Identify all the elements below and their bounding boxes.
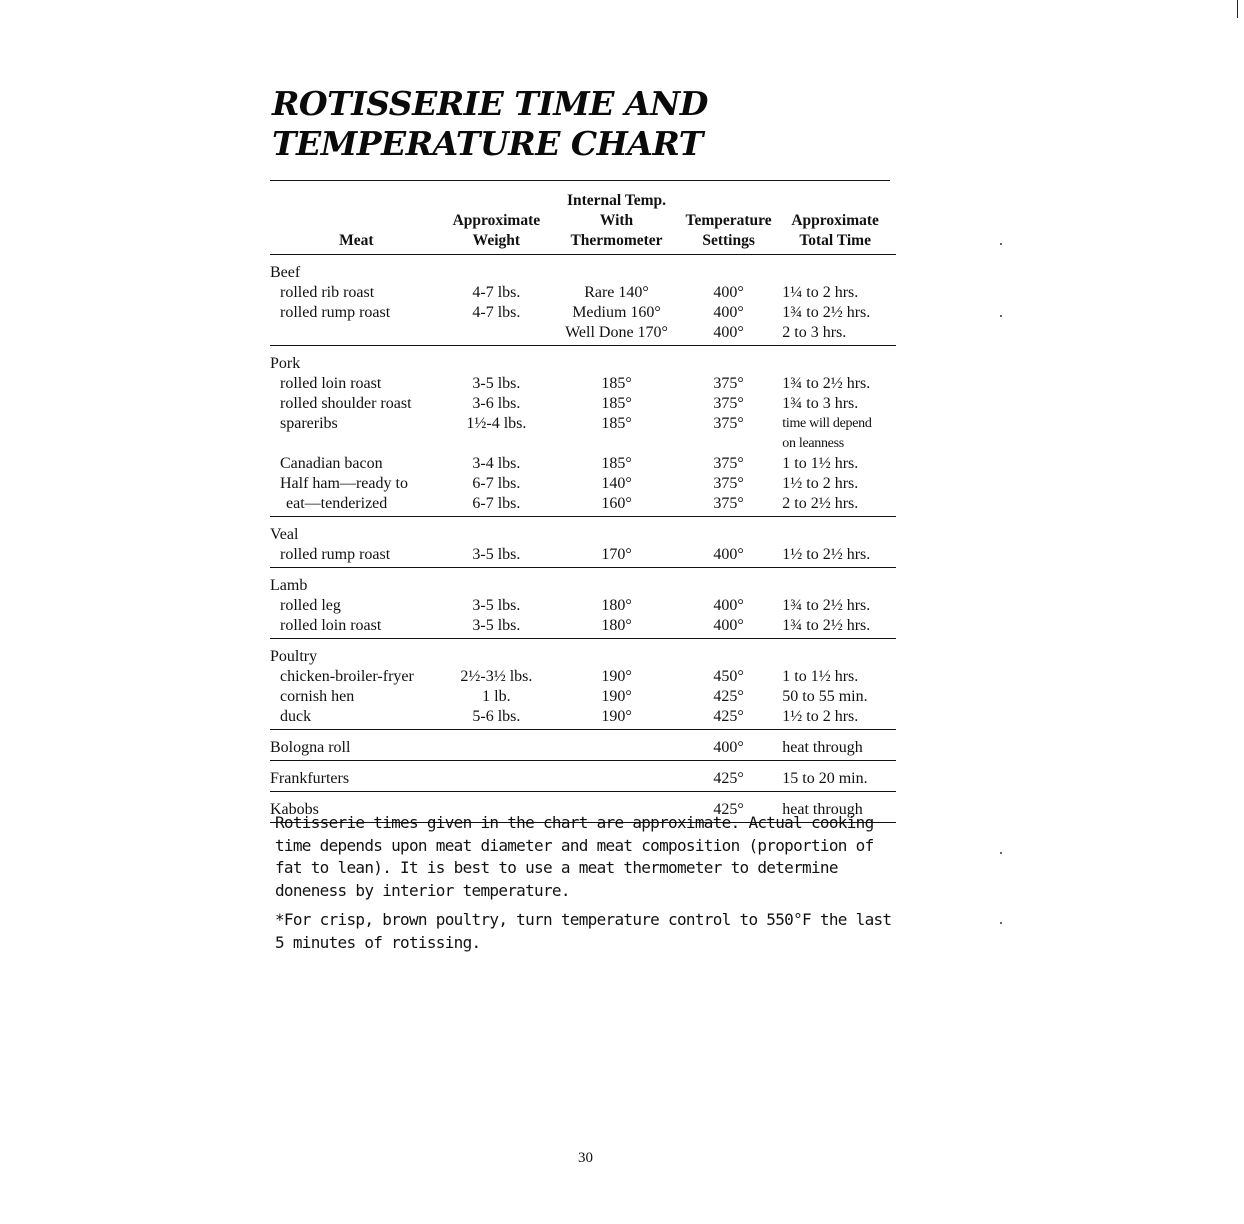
cell-temp: 185° <box>601 395 632 412</box>
cell-meat: rolled rump roast <box>280 304 391 321</box>
table-row <box>270 474 896 494</box>
table-row <box>270 374 896 394</box>
cell-time: 1 to 1½ hrs. <box>782 668 859 685</box>
scan-speck <box>1000 243 1002 245</box>
page-title <box>272 84 708 164</box>
table-row <box>270 414 896 434</box>
group-name-poultry: Poultry <box>270 648 318 665</box>
cell-setting: 425° <box>683 707 774 730</box>
cell-temp: Rare 140° <box>584 284 649 301</box>
title-line-2: TEMPERATURE CHART <box>272 124 703 163</box>
cell-weight: 3-5 lbs. <box>472 375 521 392</box>
header-temp-line-3: Thermometer <box>570 232 663 249</box>
table-row <box>270 494 896 517</box>
scan-speck <box>1000 922 1002 924</box>
chart-body <box>270 255 896 823</box>
table-row <box>270 323 896 346</box>
cell-setting: 400° <box>683 730 774 761</box>
cell-meat: duck <box>270 707 443 730</box>
cell-meat: rolled leg <box>280 597 341 614</box>
cell-setting: 425° <box>713 688 744 705</box>
cell-weight: 3-5 lbs. <box>472 597 521 614</box>
cell-meat <box>270 434 443 454</box>
cell-setting: 400° <box>713 304 744 321</box>
header-temp-line-2: With <box>599 212 634 229</box>
cell-time: on leanness <box>782 436 844 451</box>
cell-meat: chicken-broiler-fryer <box>280 668 414 685</box>
table-row <box>270 303 896 323</box>
table-row <box>270 667 896 687</box>
header-weight-line-2: Weight <box>472 232 521 249</box>
table-row <box>270 434 896 454</box>
cell-temp: 190° <box>550 707 683 730</box>
cell-time: heat through <box>774 792 896 823</box>
table-row <box>270 283 896 303</box>
cell-meat: Bologna roll <box>270 730 443 761</box>
cell-temp: 190° <box>601 688 632 705</box>
cell-setting: 375° <box>713 455 744 472</box>
table-row <box>270 730 896 761</box>
cell-temp: 185° <box>601 375 632 392</box>
cell-weight: 5-6 lbs. <box>443 707 550 730</box>
header-meat: Meat <box>339 232 374 249</box>
cell-time: 1½ to 2 hrs. <box>774 707 896 730</box>
page-number: 30 <box>578 1150 593 1166</box>
header-blank <box>270 211 443 231</box>
cell-time: 1¾ to 3 hrs. <box>782 395 859 412</box>
cell-setting: 375° <box>713 395 744 412</box>
cell-meat: rolled loin roast <box>270 616 443 639</box>
cell-weight <box>443 434 550 454</box>
cell-setting: 425° <box>683 792 774 823</box>
cell-weight: 6-7 lbs. <box>443 494 550 517</box>
cell-time: 1½ to 2½ hrs. <box>774 545 896 568</box>
cell-temp: 190° <box>601 668 632 685</box>
cell-setting: 450° <box>713 668 744 685</box>
cell-weight: 3-5 lbs. <box>443 545 550 568</box>
table-row <box>270 596 896 616</box>
cell-time: 2 to 2½ hrs. <box>774 494 896 517</box>
table-row <box>270 454 896 474</box>
cell-temp: 160° <box>550 494 683 517</box>
cell-meat: spareribs <box>280 415 338 432</box>
cell-temp: 140° <box>601 475 632 492</box>
header-blank <box>270 181 443 211</box>
header-temp-line-1: Internal Temp. <box>566 192 667 209</box>
group-name-lamb: Lamb <box>270 577 308 594</box>
table-row <box>270 545 896 568</box>
cell-meat: Canadian bacon <box>280 455 383 472</box>
cell-weight: 2½-3½ lbs. <box>460 668 533 685</box>
cell-meat: Frankfurters <box>270 761 443 792</box>
table-row <box>270 707 896 730</box>
poultry-footnote: *For crisp, brown poultry, turn temperature control to 550°F the last 5 minutes of rotissing. <box>275 910 892 952</box>
cell-temp <box>550 730 683 761</box>
cell-setting: 400° <box>713 284 744 301</box>
rotisserie-chart-table <box>270 181 896 823</box>
cell-time: 1¾ to 2½ hrs. <box>782 597 871 614</box>
cell-time: 1¼ to 2 hrs. <box>782 284 859 301</box>
header-blank <box>443 181 550 211</box>
note-paragraph: Rotisserie times given in the chart are approximate. Actual cooking time depends upon meat diameter and meat composition (proportion of fat to lean). It is best to use a meat thermometer to determine doneness by interior temperature. <box>275 813 874 900</box>
cell-time: heat through <box>774 730 896 761</box>
cell-meat: rolled loin roast <box>280 375 382 392</box>
cell-setting: 375° <box>713 475 744 492</box>
cell-weight <box>443 761 550 792</box>
group-name-beef: Beef <box>270 264 301 281</box>
cell-temp <box>550 434 683 454</box>
cell-weight: 1 lb. <box>482 688 511 705</box>
cell-setting: 375° <box>683 494 774 517</box>
cell-meat: rolled rib roast <box>280 284 375 301</box>
cell-setting: 400° <box>683 545 774 568</box>
cell-temp: 170° <box>550 545 683 568</box>
cell-weight: 4-7 lbs. <box>472 304 521 321</box>
header-time-line-1: Approximate <box>791 212 879 229</box>
cell-setting: 375° <box>713 415 744 432</box>
cell-weight: 3-4 lbs. <box>472 455 521 472</box>
cell-time: 2 to 3 hrs. <box>774 323 896 346</box>
cell-time: 1¾ to 2½ hrs. <box>774 616 896 639</box>
cell-meat <box>270 323 443 346</box>
page-edge-mark <box>1237 0 1238 18</box>
table-row <box>270 394 896 414</box>
cell-weight: 4-7 lbs. <box>472 284 521 301</box>
cell-time: 50 to 55 min. <box>782 688 868 705</box>
cell-time: time will depend <box>782 416 872 431</box>
cell-time: 1¾ to 2½ hrs. <box>782 375 871 392</box>
header-settings-line-2: Settings <box>702 232 755 249</box>
cell-setting: 425° <box>683 761 774 792</box>
group-name-veal: Veal <box>270 526 299 543</box>
cell-meat: eat—tenderized <box>270 494 443 517</box>
header-settings-line-1: Temperature <box>685 212 772 229</box>
cell-meat: rolled rump roast <box>270 545 443 568</box>
title-line-1: ROTISSERIE TIME AND <box>272 84 708 123</box>
cell-temp: 185° <box>601 455 632 472</box>
cell-temp: 180° <box>601 597 632 614</box>
cell-setting: 400° <box>683 616 774 639</box>
table-row <box>270 761 896 792</box>
cell-time: 1 to 1½ hrs. <box>782 455 859 472</box>
scan-speck <box>1000 852 1002 854</box>
cell-time: 15 to 20 min. <box>774 761 896 792</box>
cell-temp: 185° <box>601 415 632 432</box>
cell-weight <box>443 730 550 761</box>
cell-setting: 400° <box>713 597 744 614</box>
cell-temp: Well Done 170° <box>550 323 683 346</box>
chart-table-wrapper <box>270 180 896 823</box>
cell-meat: Half ham—ready to <box>280 475 408 492</box>
cell-weight: 3-6 lbs. <box>472 395 521 412</box>
cell-weight: 3-5 lbs. <box>443 616 550 639</box>
table-row <box>270 687 896 707</box>
cell-temp: 180° <box>550 616 683 639</box>
group-name-pork: Pork <box>270 355 301 372</box>
header-blank <box>683 181 774 211</box>
cell-setting: 375° <box>713 375 744 392</box>
cell-temp: Medium 160° <box>572 304 661 321</box>
cell-setting <box>683 434 774 454</box>
cell-temp <box>550 761 683 792</box>
header-blank <box>774 181 896 211</box>
cell-time: 1½ to 2 hrs. <box>782 475 859 492</box>
cell-weight: 1½-4 lbs. <box>466 415 527 432</box>
cell-time: 1¾ to 2½ hrs. <box>782 304 871 321</box>
header-weight-line-1: Approximate <box>452 212 541 229</box>
scan-speck <box>1000 315 1002 317</box>
table-row <box>270 616 896 639</box>
cell-weight <box>443 323 550 346</box>
cell-meat: rolled shoulder roast <box>280 395 412 412</box>
cell-meat: Kabobs <box>270 792 443 823</box>
cell-weight: 6-7 lbs. <box>472 475 521 492</box>
header-time-line-2: Total Time <box>799 232 871 249</box>
cell-meat: cornish hen <box>280 688 355 705</box>
cell-setting: 400° <box>683 323 774 346</box>
